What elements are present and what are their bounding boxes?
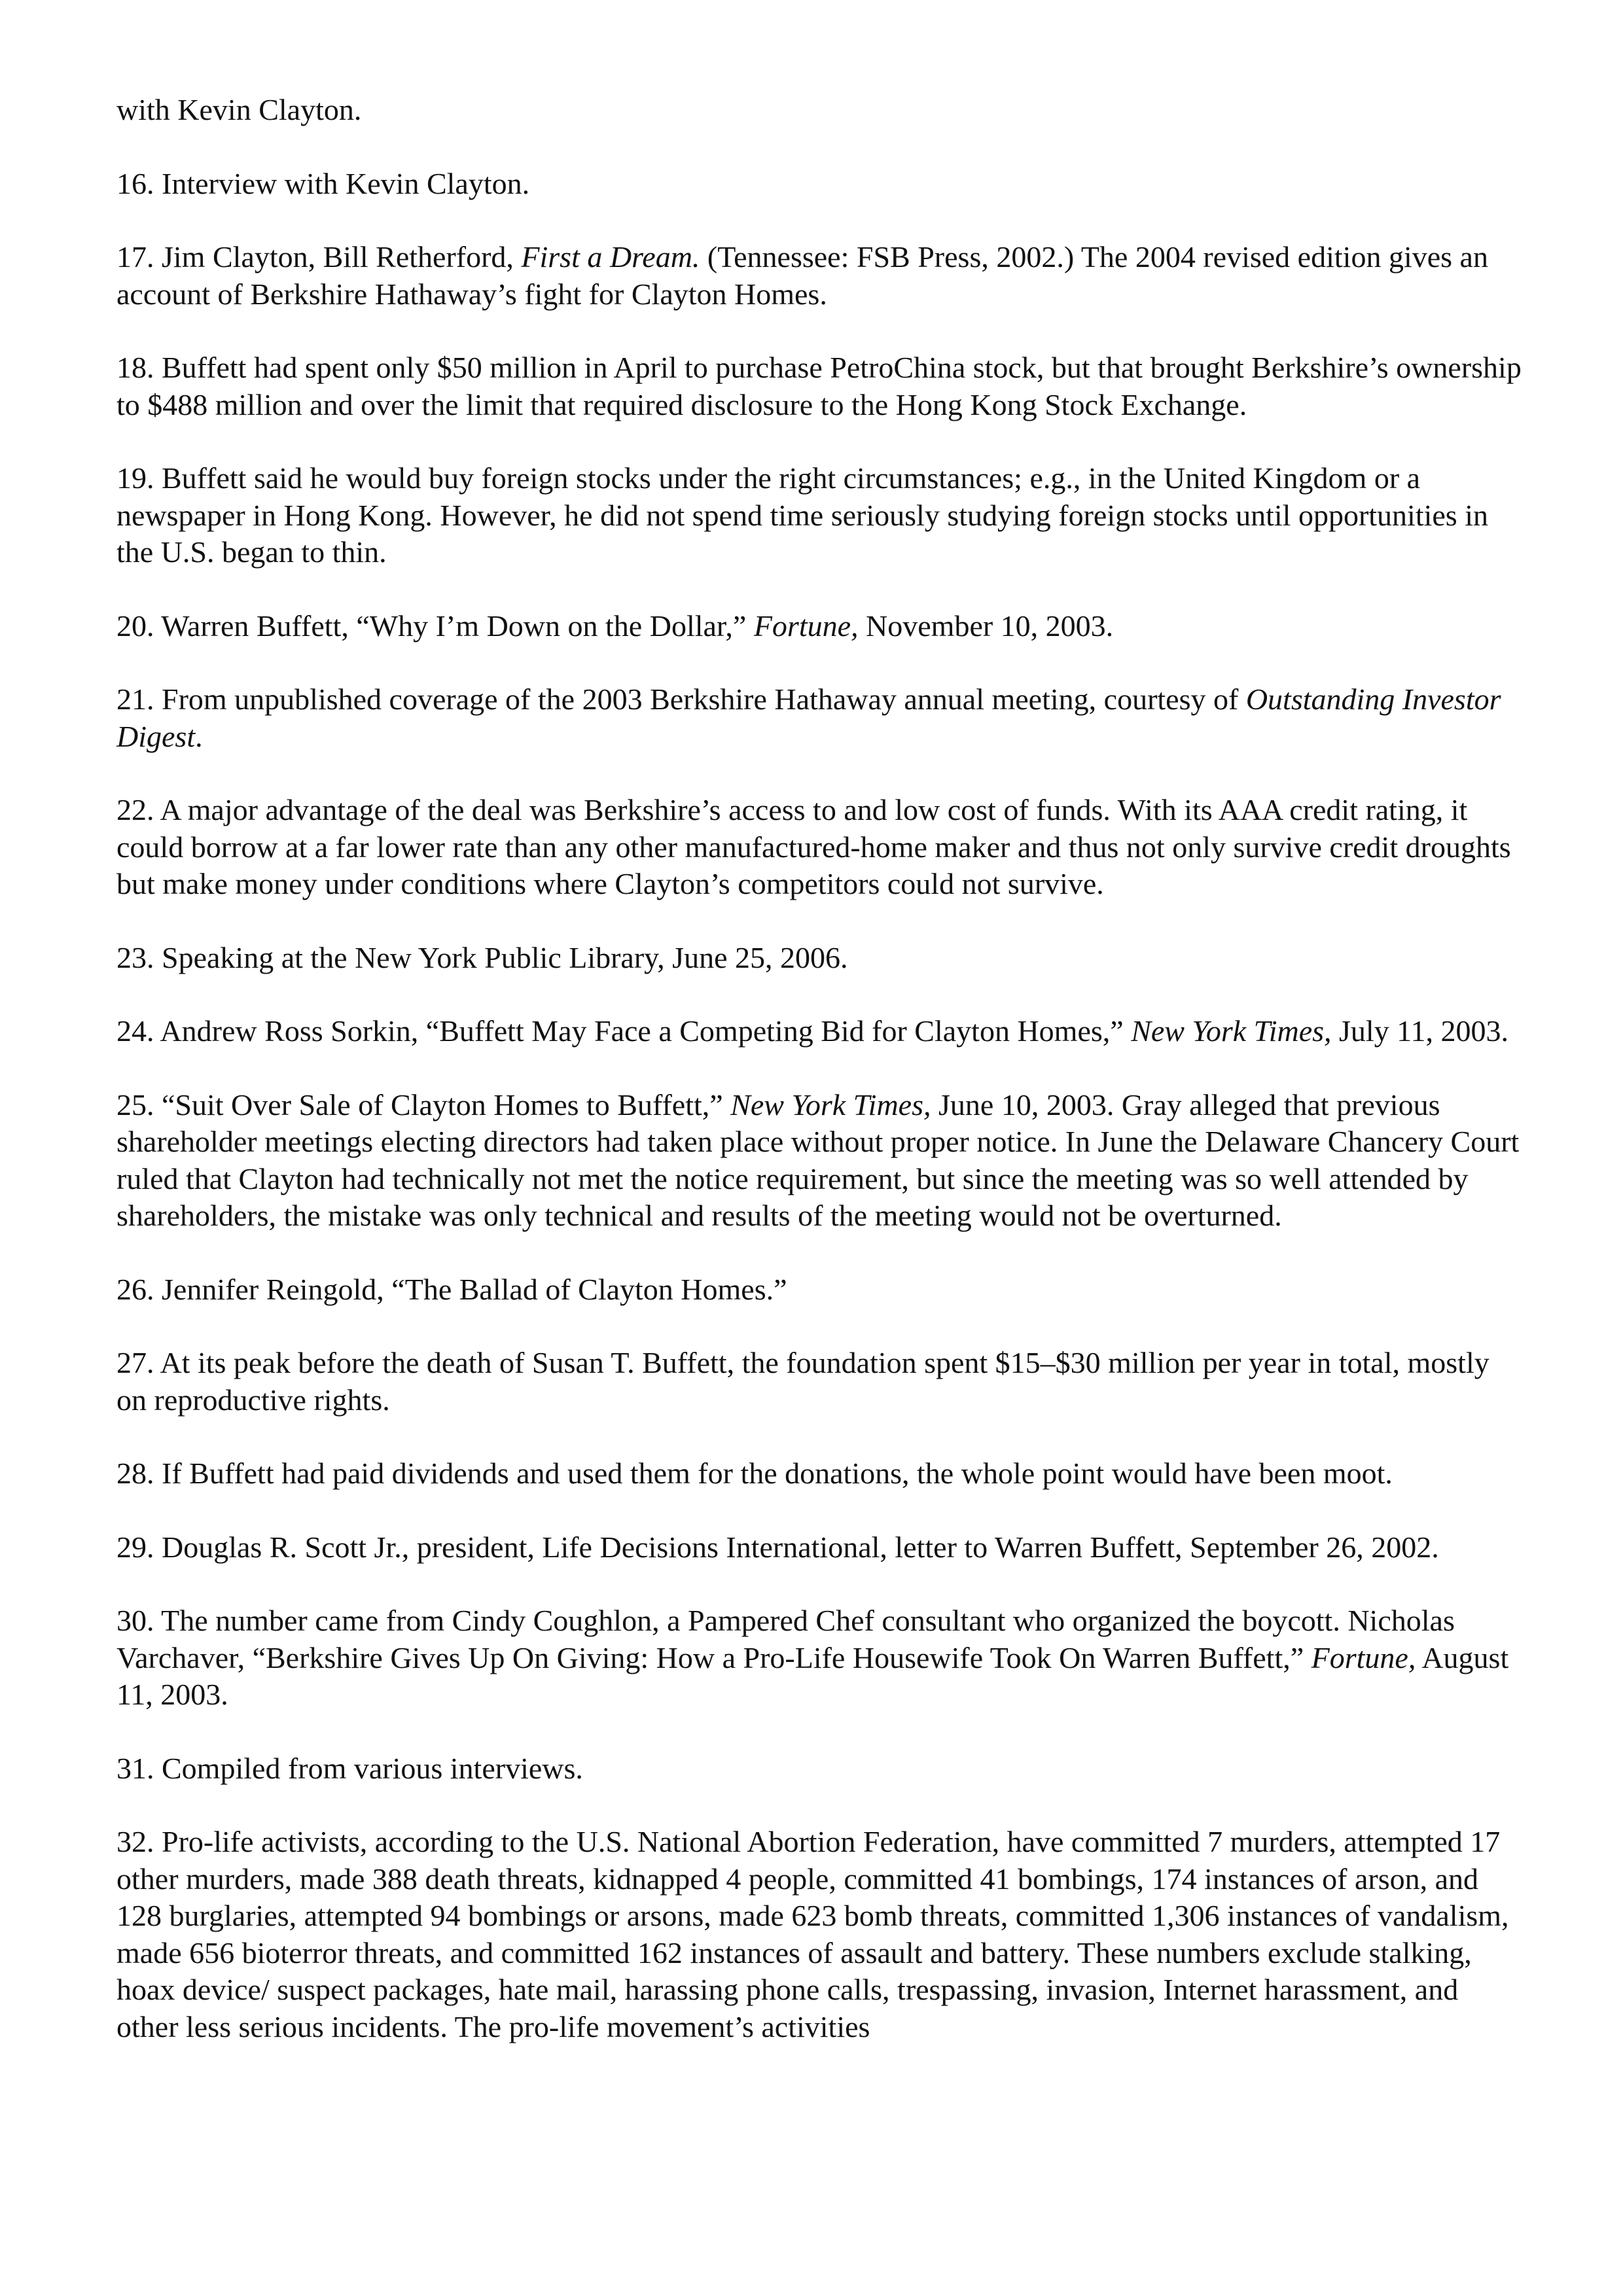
note-text: 28. If Buffett had paid dividends and used them for the donations, the whole point would have been moot. bbox=[116, 1457, 1393, 1490]
endnote-26 bbox=[116, 1271, 1524, 1309]
note-text: 29. Douglas R. Scott Jr., president, Life Decisions International, letter to Warren Buffett, September 26, 2002. bbox=[116, 1530, 1439, 1564]
note-text: 26. Jennifer Reingold, “The Ballad of Clayton Homes.” bbox=[116, 1272, 787, 1306]
note-text: June 10, 2003. Gray alleged that previous shareholder meetings electing directors had taken place without proper notice. In June the Delaware Chancery Court ruled that Clayton had technically not met the notice requirement, but since the meeting was so well attended by shareholders, the mistake was only technical and results of the meeting would not be overturned. bbox=[116, 1087, 1520, 1232]
endnote-32 bbox=[116, 1824, 1524, 2045]
endnote-24 bbox=[116, 1013, 1524, 1050]
note-text: November 10, 2003. bbox=[858, 609, 1114, 643]
note-text: 22. A major advantage of the deal was Berkshire’s access to and low cost of funds. With its AAA credit rating, it could borrow at a far lower rate than any other manufactured-home maker and thus not only survive credit droughts but make money under conditions where Clayton’s competitors could not survive. bbox=[116, 793, 1511, 900]
note-text: 16. Interview with Kevin Clayton. bbox=[116, 166, 530, 200]
endnote-20 bbox=[116, 608, 1524, 645]
note-text: 30. The number came from Cindy Coughlon, a Pampered Chef consultant who organized the boycott. Nicholas Varchaver, “Berkshire Gives Up On Giving: How a Pro-Life Housewife Took On Warren Buffett,” bbox=[116, 1604, 1455, 1674]
note-text: 31. Compiled from various interviews. bbox=[116, 1751, 583, 1785]
endnote-16 bbox=[116, 166, 1524, 203]
endnote-23 bbox=[116, 940, 1524, 977]
endnote-22 bbox=[116, 792, 1524, 903]
note-text: 21. From unpublished coverage of the 2003 Berkshire Hathaway annual meeting, courtesy of bbox=[116, 682, 1246, 716]
endnote-28 bbox=[116, 1455, 1524, 1492]
note-text: 19. Buffett said he would buy foreign stocks under the right circumstances; e.g., in the United Kingdom or a newspaper in Hong Kong. However, he did not spend time seriously studying foreign stocks until opportunities in the U.S. began to thin. bbox=[116, 461, 1488, 569]
endnote-19 bbox=[116, 460, 1524, 571]
note-text: July 11, 2003. bbox=[1331, 1014, 1508, 1048]
note-text: 20. Warren Buffett, “Why I’m Down on the Dollar,” bbox=[116, 609, 754, 643]
endnote-27 bbox=[116, 1345, 1524, 1419]
endnote-30 bbox=[116, 1602, 1524, 1714]
note-text: 18. Buffett had spent only $50 million in April to purchase PetroChina stock, but that brought Berkshire’s ownership to $488 million and over the limit that required disclosure to the Hong Kong Stock Exchange. bbox=[116, 351, 1522, 421]
publication-title: Fortune, bbox=[753, 609, 859, 643]
endnote-25 bbox=[116, 1087, 1524, 1235]
note-text: 23. Speaking at the New York Public Library, June 25, 2006. bbox=[116, 940, 848, 974]
note-text: (Tennessee: FSB Press, 2002.) The 2004 revised edition gives an account of Berkshire Hathaway’s fight for Clayton Homes. bbox=[116, 240, 1488, 311]
endnotes bbox=[116, 92, 1524, 2082]
endnote-29 bbox=[116, 1529, 1524, 1566]
book-title: First a Dream. bbox=[521, 240, 700, 274]
publication-title: New York Times, bbox=[730, 1087, 931, 1122]
publication-title: Outstanding Investor Digest bbox=[116, 682, 1501, 753]
endnote-17 bbox=[116, 239, 1524, 313]
endnote-21 bbox=[116, 681, 1524, 755]
note-text: . bbox=[195, 719, 203, 753]
note-text: 24. Andrew Ross Sorkin, “Buffett May Face a Competing Bid for Clayton Homes,” bbox=[116, 1014, 1132, 1048]
publication-title: Fortune, bbox=[1311, 1640, 1416, 1674]
note-text: 27. At its peak before the death of Susan T. Buffett, the foundation spent $15–$30 million per year in total, mostly on reproductive rights. bbox=[116, 1346, 1489, 1417]
endnote-continuation bbox=[116, 92, 1524, 129]
note-text: with Kevin Clayton. bbox=[116, 93, 362, 126]
note-text: 32. Pro-life activists, according to the U.S. National Abortion Federation, have committed 7 murders, attempted 17 other murders, made 388 death threats, kidnapped 4 people, committed 41 bombings, 174 instances of arson, and 128 burglaries, attempted 94 bombings or arsons, made 623 bomb threats, committed 1,306 instances of vandalism, made 656 bioterror threats, and committed 162 instances of assault and battery. These numbers exclude stalking, hoax device/ suspect packages, hate mail, harassing phone calls, trespassing, invasion, Internet harassment, and other less serious incidents. The pro-life movement’s activities bbox=[116, 1825, 1509, 2043]
note-text: August 11, 2003. bbox=[116, 1640, 1509, 1711]
endnote-31 bbox=[116, 1750, 1524, 1788]
note-text: 17. Jim Clayton, Bill Retherford, bbox=[116, 240, 522, 274]
endnote-18 bbox=[116, 349, 1524, 423]
note-text: 25. “Suit Over Sale of Clayton Homes to Buffett,” bbox=[116, 1087, 731, 1122]
publication-title: New York Times, bbox=[1131, 1014, 1332, 1048]
